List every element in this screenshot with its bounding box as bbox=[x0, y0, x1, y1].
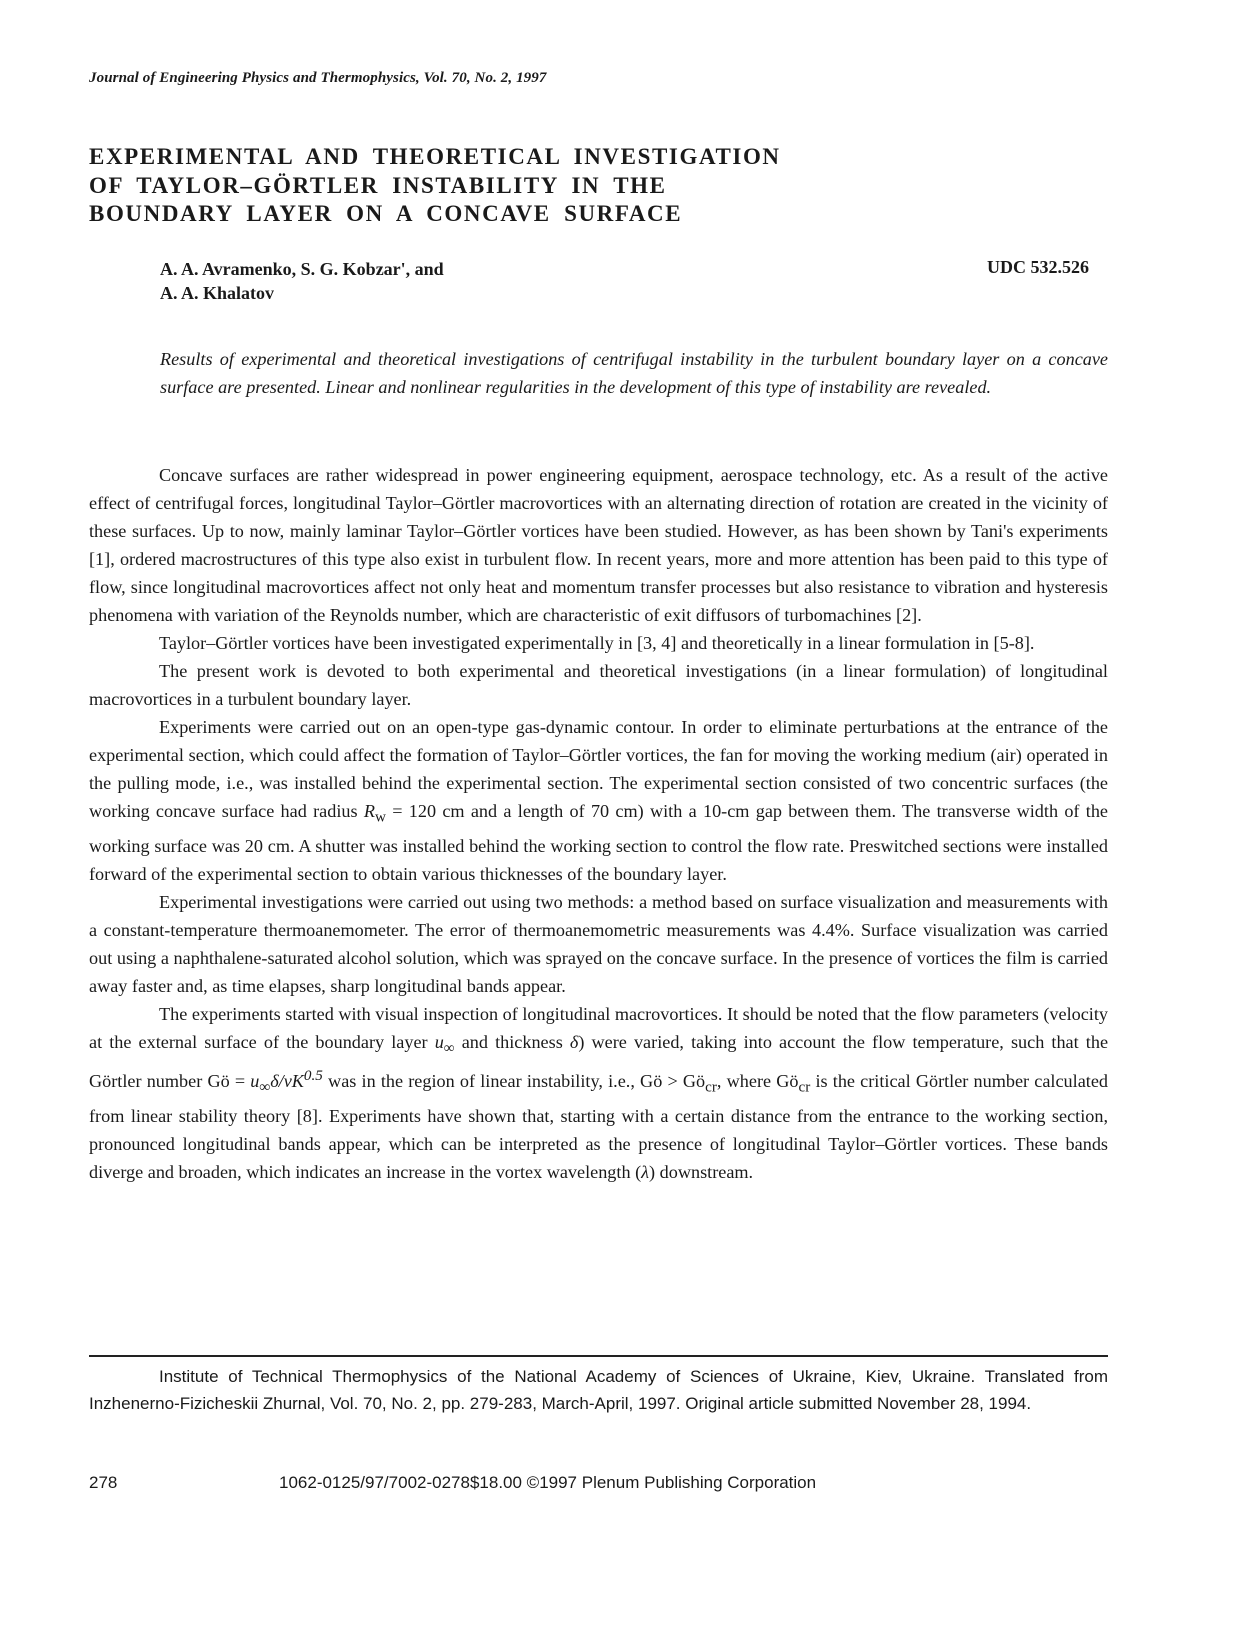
page-number: 278 bbox=[89, 1473, 118, 1492]
text-run: ) downstream. bbox=[649, 1161, 754, 1182]
paragraph: Concave surfaces are rather widespread in power engineering equipment, aerospace technology, etc. As a result of the active effect of centrifugal forces, longitudinal Taylor–Görtler macrovortices with an alternating direction of rotation are created in the vicinity of these surfaces. Up to now, mainly laminar Taylor–Görtler vortices have been studied. However, as has been shown by Tani's experiments [1], ordered macrostructures of this type also exist in turbulent flow. In recent years, more and more attention has been paid to this type of flow, since longitudinal macrovortices affect not only heat and momentum transfer processes but also resistance to vibration and hysteresis phenomena with variation of the Reynolds number, which are characteristic of exit diffusors of turbomachines [2]. bbox=[89, 465, 1108, 625]
title-line: OF TAYLOR–GÖRTLER INSTABILITY IN THE bbox=[89, 172, 667, 198]
text-run: Experiments were carried out on an open-type gas-dynamic contour. In order to eliminate perturbations at the entrance of the experimental section, which could affect the formation of Taylor–Görtler vortices, the fan for moving the working medium (air) operated in the pulling mode, i.e., was installed behind the experimental section. The experimental section consisted of two concentric surfaces (the working concave surface had radius bbox=[89, 717, 1108, 821]
velocity-symbol: u bbox=[434, 1031, 444, 1052]
formula-exponent: 0.5 bbox=[303, 1067, 323, 1085]
article-title bbox=[89, 143, 849, 229]
copyright-line: 1062-0125/97/7002-0278$18.00 ©1997 Plenum Publishing Corporation bbox=[279, 1473, 817, 1492]
radius-symbol: R bbox=[363, 801, 375, 821]
author-line: A. A. Khalatov bbox=[160, 283, 275, 303]
radius-subscript: w bbox=[374, 808, 386, 826]
paragraph: Taylor–Görtler vortices have been investigated experimentally in [3, 4] and theoretically in a linear formulation in [5-8]. bbox=[159, 633, 1035, 653]
gortler-formula bbox=[250, 1067, 323, 1096]
udc-code: UDC 532.526 bbox=[987, 257, 1089, 277]
text-run: = 120 cm and a length of 70 cm) with a 10-cm gap between them. The transverse width of the working surface was 20 cm. A shutter was installed behind the working section to control the flow rate. Preswitched sections were installed forward of the experimental section to obtain various thicknesses of the boundary layer. bbox=[89, 801, 1108, 884]
abstract: Results of experimental and theoretical investigations of centrifugal instability in the turbulent boundary layer on a concave surface are presented. Linear and nonlinear regularities in the development of this type of instability are revealed. bbox=[160, 349, 1108, 397]
footnote: Institute of Technical Thermophysics of the National Academy of Sciences of Ukraine, Kiev, Ukraine. Translated from Inzhenerno-Fizicheskii Zhurnal, Vol. 70, No. 2, pp. 279-283, March-April, 1997. Original article submitted November 28, 1994. bbox=[89, 1367, 1108, 1413]
text-run: , where Gö bbox=[716, 1071, 799, 1092]
text-run: is the critical Görtler number calculated from linear stability theory [8]. Experiments have shown that, starting with a certain distance from the entrance to the working section, pronounced longitudinal bands appear, which can be interpreted as the presence of longitudinal Taylor–Görtler vortices. These bands diverge and broaden, which indicates an increase in the vortex wavelength ( bbox=[89, 1071, 1108, 1182]
formula-subscript: ∞ bbox=[259, 1078, 271, 1096]
formula-rest: δ/νK bbox=[270, 1071, 304, 1092]
wavelength-symbol: λ bbox=[641, 1161, 650, 1182]
thickness-symbol: δ bbox=[569, 1031, 579, 1052]
journal-citation: Journal of Engineering Physics and Thermophysics, Vol. 70, No. 2, 1997 bbox=[89, 70, 547, 86]
text-run: ) were varied, taking into account the flow temperature, such that the Görtler number Gö = bbox=[89, 1031, 1109, 1092]
velocity-subscript: ∞ bbox=[443, 1039, 455, 1057]
formula-velocity: u bbox=[250, 1071, 260, 1092]
footnote-divider bbox=[89, 1355, 1108, 1357]
author-list bbox=[160, 257, 444, 305]
paragraph: Experimental investigations were carried out using two methods: a method based on surface visualization and measurements with a constant-temperature thermoanemometer. The error of thermoanemometric measurements was 4.4%. Surface visualization was carried out using a naphthalene-saturated alcohol solution, which was sprayed on the concave surface. In the presence of vortices the film is carried away faster and, as time elapses, sharp longitudinal bands appear. bbox=[89, 891, 1108, 996]
text-run: was in the region of linear instability, i.e., Gö > Gö bbox=[322, 1071, 706, 1092]
paragraph bbox=[89, 713, 1108, 888]
title-line: BOUNDARY LAYER ON A CONCAVE SURFACE bbox=[89, 201, 683, 226]
paragraph bbox=[89, 1000, 1108, 1186]
title-line: EXPERIMENTAL AND THEORETICAL INVESTIGATION bbox=[89, 144, 781, 169]
body-text bbox=[89, 461, 1108, 1186]
text-run: The experiments started with visual inspection of longitudinal macrovortices. It should be noted that the flow parameters (velocity at the external surface of the boundary layer bbox=[89, 1003, 1108, 1052]
paragraph: The present work is devoted to both experimental and theoretical investigations (in a linear formulation) of longitudinal macrovortices in a turbulent boundary layer. bbox=[89, 661, 1108, 709]
author-line: A. A. Avramenko, S. G. Kobzar', and bbox=[160, 259, 444, 279]
critical-subscript: cr bbox=[798, 1078, 811, 1096]
text-run: and thickness bbox=[454, 1031, 570, 1052]
critical-subscript: cr bbox=[705, 1078, 717, 1096]
